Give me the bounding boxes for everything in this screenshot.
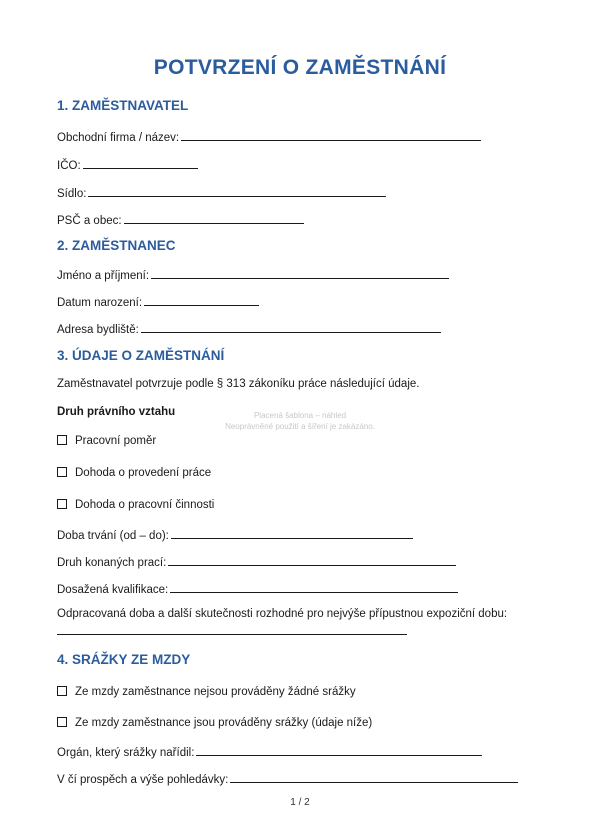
- exposure-label: Odpracovaná doba a další skutečnosti rozhodné pro nejvýše přípustnou expoziční dobu:: [57, 608, 508, 620]
- page-number: 1 / 2: [290, 797, 310, 808]
- birth-label: Datum narození:: [57, 297, 143, 309]
- ico-field: [57, 158, 198, 172]
- address-label: Adresa bydliště:: [57, 324, 139, 336]
- organ-field: [57, 745, 482, 759]
- psc-input-line[interactable]: [124, 213, 304, 224]
- creditor-input-line[interactable]: [230, 772, 518, 783]
- watermark-line-1: Placená šablona – náhled: [253, 411, 347, 420]
- checkbox-icon[interactable]: [57, 435, 67, 445]
- option-deductions[interactable]: [57, 717, 372, 729]
- option-no-deductions-label: Ze mzdy zaměstnance nejsou prováděny žádné srážky: [75, 686, 356, 698]
- address-field: [57, 322, 441, 336]
- firm-input-line[interactable]: [181, 130, 481, 141]
- option-employment[interactable]: [57, 435, 156, 447]
- section-heading-employer: 1. ZAMĚSTNAVATEL: [57, 98, 189, 113]
- work-label: Druh konaných prací:: [57, 557, 167, 569]
- duration-input-line[interactable]: [171, 528, 413, 539]
- qualification-label: Dosažená kvalifikace:: [57, 584, 169, 596]
- qualification-field: [57, 582, 458, 596]
- name-field: [57, 268, 449, 282]
- work-field: [57, 555, 456, 569]
- employment-intro: Zaměstnavatel potvrzuje podle § 313 zákoníku práce následující údaje.: [57, 378, 420, 390]
- ico-label: IČO:: [57, 160, 81, 172]
- checkbox-icon[interactable]: [57, 499, 67, 509]
- birth-input-line[interactable]: [144, 295, 259, 306]
- section-heading-employment: 3. ÚDAJE O ZAMĚSTNÁNÍ: [57, 348, 225, 363]
- qualification-input-line[interactable]: [170, 582, 458, 593]
- section-heading-deductions: 4. SRÁŽKY ZE MZDY: [57, 652, 191, 667]
- option-dpc-label: Dohoda o pracovní činnosti: [75, 499, 215, 511]
- watermark: [200, 410, 400, 432]
- checkbox-icon[interactable]: [57, 686, 67, 696]
- option-employment-label: Pracovní poměr: [75, 435, 157, 447]
- seat-field: [57, 186, 386, 200]
- option-dpp[interactable]: [57, 467, 211, 479]
- duration-field: [57, 528, 413, 542]
- option-dpp-label: Dohoda o provedení práce: [75, 467, 212, 479]
- duration-label: Doba trvání (od – do):: [57, 530, 169, 542]
- firm-field: [57, 130, 481, 144]
- option-deductions-label: Ze mzdy zaměstnance jsou prováděny srážky (údaje níže): [75, 717, 373, 729]
- organ-input-line[interactable]: [196, 745, 482, 756]
- relation-heading: Druh právního vztahu: [57, 406, 176, 418]
- checkbox-icon[interactable]: [57, 717, 67, 727]
- psc-field: [57, 213, 304, 227]
- option-no-deductions[interactable]: [57, 686, 356, 698]
- firm-label: Obchodní firma / název:: [57, 132, 180, 144]
- section-heading-employee: 2. ZAMĚSTNANEC: [57, 238, 176, 253]
- address-input-line[interactable]: [141, 322, 441, 333]
- watermark-line-2: Neoprávněné použití a šíření je zakázáno.: [225, 422, 375, 431]
- organ-label: Orgán, který srážky nařídil:: [57, 747, 195, 759]
- seat-input-line[interactable]: [88, 186, 386, 197]
- ico-input-line[interactable]: [83, 158, 198, 169]
- psc-label: PSČ a obec:: [57, 215, 122, 227]
- exposure-input-line[interactable]: [57, 634, 407, 635]
- creditor-label: V čí prospěch a výše pohledávky:: [57, 774, 229, 786]
- creditor-field: [57, 772, 518, 786]
- seat-label: Sídlo:: [57, 188, 87, 200]
- checkbox-icon[interactable]: [57, 467, 67, 477]
- birth-field: [57, 295, 259, 309]
- document-title: POTVRZENÍ O ZAMĚSTNÁNÍ: [153, 56, 447, 79]
- option-dpc[interactable]: [57, 499, 214, 511]
- name-input-line[interactable]: [151, 268, 449, 279]
- work-input-line[interactable]: [168, 555, 456, 566]
- name-label: Jméno a příjmení:: [57, 270, 150, 282]
